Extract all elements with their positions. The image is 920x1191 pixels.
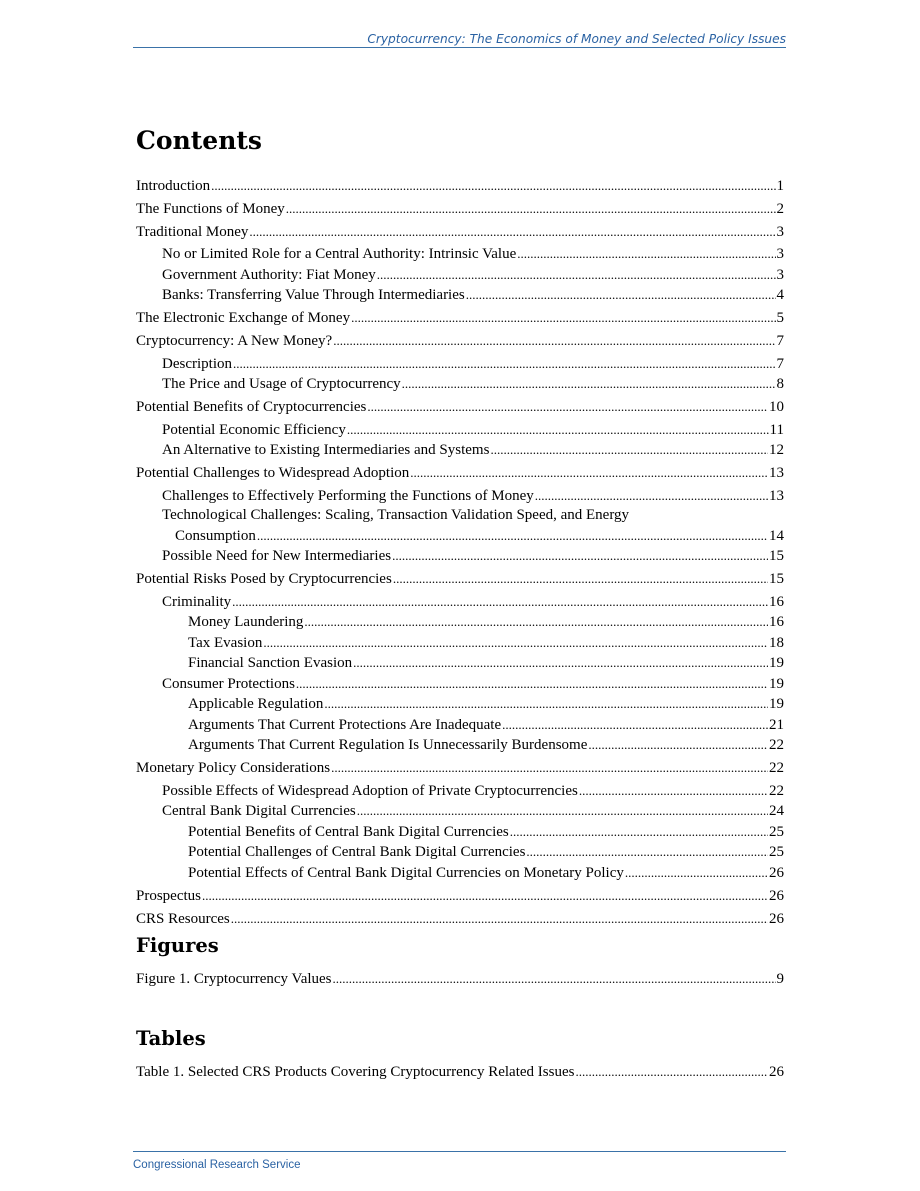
dot-leader [575, 1062, 768, 1082]
toc-entry-title: Potential Challenges of Central Bank Digital Currencies [188, 844, 526, 860]
toc-entry-page: 8 [776, 376, 784, 392]
toc-entry-sanction-evasion[interactable] [136, 653, 784, 674]
toc-entry-cbdc-monetary-policy[interactable] [136, 863, 784, 884]
dot-leader [393, 569, 768, 589]
toc-entry-page: 24 [769, 803, 784, 819]
toc-entry-cbdc[interactable] [136, 801, 784, 822]
toc-entry-new-money[interactable] [136, 331, 784, 352]
figure-entry-cryptocurrency-values[interactable] [136, 969, 784, 990]
toc-entry-title: Prospectus [136, 887, 201, 904]
toc-entry-page: 16 [769, 593, 784, 610]
figures-list [136, 966, 784, 989]
toc-entry-introduction[interactable] [136, 176, 784, 197]
toc-entry-prospectus[interactable] [136, 886, 784, 907]
toc-entry-cbdc-challenges[interactable] [136, 842, 784, 863]
toc-entry-page: 16 [769, 614, 784, 630]
toc-entry-title: Arguments That Current Regulation Is Unnecessarily Burdensome [188, 737, 588, 753]
toc-entry-page: 11 [769, 421, 784, 438]
toc-entry-title: Potential Benefits of Central Bank Digital Currencies [188, 823, 509, 840]
toc-entry-page: 26 [769, 887, 784, 904]
toc-entry-private-cryptocurrencies[interactable] [136, 781, 784, 802]
toc-entry-title: Applicable Regulation [188, 696, 324, 712]
toc-entry-page: 19 [769, 696, 784, 712]
figure-entry-title: Figure 1. Cryptocurrency Values [136, 970, 332, 987]
footer-text: Congressional Research Service [133, 1159, 301, 1171]
toc-entry-criminality[interactable] [136, 592, 784, 613]
toc-entry-price-usage[interactable] [136, 374, 784, 395]
dot-leader [392, 546, 768, 566]
toc-entry-applicable-regulation[interactable] [136, 694, 784, 715]
dot-leader [232, 592, 768, 612]
toc-entry-protections-inadequate[interactable] [136, 715, 784, 736]
dot-leader [347, 420, 769, 440]
toc-entry-title: Consumer Protections [162, 675, 295, 692]
toc-entry-monetary-policy[interactable] [136, 758, 784, 779]
toc-entry-page: 26 [769, 910, 784, 927]
toc-entry-technological-challenges[interactable] [136, 526, 784, 547]
toc-entry-title: Potential Risks Posed by Cryptocurrencies [136, 571, 392, 587]
dot-leader [263, 633, 768, 653]
toc-entry-description[interactable] [136, 354, 784, 375]
toc-entry-page: 3 [776, 223, 784, 240]
dot-leader [231, 909, 768, 929]
dot-leader [490, 440, 768, 460]
dot-leader [249, 222, 775, 242]
toc-entry-regulation-burdensome[interactable] [136, 735, 784, 756]
toc-entry-title: Potential Challenges to Widespread Adoption [136, 465, 410, 481]
toc-entry-title: Description [162, 355, 232, 372]
toc-entry-title: Potential Effects of Central Bank Digital Currencies on Monetary Policy [188, 864, 624, 881]
toc-entry-page: 13 [769, 465, 784, 481]
toc-entry-potential-risks[interactable] [136, 569, 784, 590]
dot-leader [579, 781, 768, 801]
toc-entry-title: Challenges to Effectively Performing the Functions of Money [162, 487, 534, 504]
dot-leader [233, 354, 776, 374]
toc-entry-page: 14 [769, 527, 784, 544]
dot-leader [296, 674, 768, 694]
dot-leader [625, 863, 768, 883]
toc-entry-page: 7 [776, 333, 784, 349]
dot-leader [353, 653, 768, 673]
toc-entry-title: An Alternative to Existing Intermediaries and Systems [162, 442, 490, 458]
toc-entry-title: The Price and Usage of Cryptocurrency [162, 376, 401, 392]
dot-leader [333, 331, 775, 351]
toc-entry-money-laundering[interactable] [136, 612, 784, 633]
toc-entry-page: 26 [769, 864, 784, 881]
toc-entry-title: Financial Sanction Evasion [188, 655, 353, 671]
dot-leader [510, 822, 768, 842]
toc-entry-economic-efficiency[interactable] [136, 420, 784, 441]
toc-entry-page: 12 [769, 442, 784, 458]
toc-entry-title: Potential Economic Efficiency [162, 421, 346, 438]
contents-heading: Contents [136, 126, 263, 155]
figure-entry-page: 9 [776, 970, 784, 987]
dot-leader [466, 285, 776, 305]
toc-entry-page: 18 [769, 634, 784, 651]
toc-entry-page: 7 [776, 355, 784, 372]
toc-entry-title: No or Limited Role for a Central Authority: Intrinsic Value [162, 246, 517, 262]
toc-entry-title: Government Authority: Fiat Money [162, 266, 376, 283]
dot-leader [526, 842, 768, 862]
toc-entry-title: Arguments That Current Protections Are Inadequate [188, 716, 502, 733]
table-entry-page: 26 [769, 1063, 784, 1080]
toc-entry-page: 22 [769, 737, 784, 753]
toc-entry-page: 19 [769, 655, 784, 671]
toc-entry-title: Banks: Transferring Value Through Intermediaries [162, 287, 465, 303]
contents-list [136, 173, 784, 929]
toc-entry-title: Possible Effects of Widespread Adoption of Private Cryptocurrencies [162, 782, 578, 799]
toc-entry-title: Central Bank Digital Currencies [162, 803, 356, 819]
toc-entry-intrinsic-value[interactable] [136, 244, 784, 265]
toc-entry-title: Tax Evasion [188, 634, 263, 651]
toc-entry-title-continued: Consumption [175, 527, 256, 544]
toc-entry-page: 13 [769, 487, 784, 504]
tables-list [136, 1059, 784, 1082]
dot-leader [333, 969, 776, 989]
toc-entry-potential-benefits[interactable] [136, 397, 784, 418]
toc-entry-page: 4 [776, 287, 784, 303]
toc-entry-page: 15 [769, 571, 784, 587]
dot-leader [535, 486, 768, 506]
toc-entry-page: 2 [776, 200, 784, 217]
toc-entry-cbdc-benefits[interactable] [136, 822, 784, 843]
toc-entry-page: 19 [769, 675, 784, 692]
dot-leader [331, 758, 768, 778]
running-header [133, 30, 786, 48]
toc-entry-page: 1 [776, 177, 784, 194]
dot-leader [202, 886, 768, 906]
dot-leader [357, 801, 768, 821]
toc-entry-tax-evasion[interactable] [136, 633, 784, 654]
toc-entry-page: 5 [776, 310, 784, 326]
dot-leader [502, 715, 768, 735]
toc-entry-title: Cryptocurrency: A New Money? [136, 333, 333, 349]
toc-entry-potential-challenges[interactable] [136, 463, 784, 484]
toc-entry-page: 22 [769, 782, 784, 799]
dot-leader [367, 397, 768, 417]
toc-entry-title: Money Laundering [188, 614, 304, 630]
toc-entry-title: CRS Resources [136, 910, 230, 927]
toc-entry-new-intermediaries[interactable] [136, 546, 784, 567]
toc-entry-page: 10 [769, 399, 784, 415]
dot-leader [517, 244, 775, 264]
dot-leader [304, 612, 768, 632]
toc-entry-alternative-intermediaries[interactable] [136, 440, 784, 461]
running-footer [133, 1151, 786, 1173]
toc-entry-crs-resources[interactable] [136, 909, 784, 930]
toc-entry-page: 21 [769, 716, 784, 733]
toc-entry-page: 3 [776, 246, 784, 262]
dot-leader [286, 199, 776, 219]
table-entry-crs-products[interactable] [136, 1062, 784, 1083]
dot-leader [588, 735, 768, 755]
toc-entry-traditional-money[interactable] [136, 222, 784, 243]
toc-entry-page: 25 [769, 844, 784, 860]
toc-entry-page: 15 [769, 548, 784, 564]
toc-entry-electronic-exchange[interactable] [136, 308, 784, 329]
toc-entry-title: Introduction [136, 177, 211, 194]
toc-entry-title: Monetary Policy Considerations [136, 760, 331, 776]
toc-entry-functions-challenges[interactable] [136, 486, 784, 507]
toc-entry-page: 25 [769, 823, 784, 840]
dot-leader [410, 463, 768, 483]
dot-leader [351, 308, 775, 328]
dot-leader [257, 526, 768, 546]
toc-entry-fiat-money[interactable] [136, 265, 784, 286]
toc-entry-page: 3 [776, 266, 784, 283]
tables-heading: Tables [136, 1027, 206, 1050]
figures-heading: Figures [136, 934, 219, 957]
toc-entry-title: Potential Benefits of Cryptocurrencies [136, 399, 367, 415]
toc-entry-title: The Functions of Money [136, 200, 285, 217]
dot-leader [211, 176, 775, 196]
toc-entry-title: Traditional Money [136, 223, 249, 240]
toc-entry-title: The Electronic Exchange of Money [136, 310, 351, 326]
toc-entry-consumer-protections[interactable] [136, 674, 784, 695]
toc-entry-title: Possible Need for New Intermediaries [162, 548, 392, 564]
toc-entry-functions-of-money[interactable] [136, 199, 784, 220]
toc-entry-banks-intermediaries[interactable] [136, 285, 784, 306]
header-title: Cryptocurrency: The Economics of Money and Selected Policy Issues [367, 32, 786, 46]
dot-leader [377, 265, 776, 285]
table-entry-title: Table 1. Selected CRS Products Covering Cryptocurrency Related Issues [136, 1063, 575, 1080]
dot-leader [402, 374, 776, 394]
dot-leader [324, 694, 768, 714]
toc-entry-technological-challenges-title[interactable]: Technological Challenges: Scaling, Transaction Validation Speed, and Energy [162, 507, 630, 523]
toc-entry-title: Criminality [162, 593, 232, 610]
toc-entry-page: 22 [769, 760, 784, 776]
